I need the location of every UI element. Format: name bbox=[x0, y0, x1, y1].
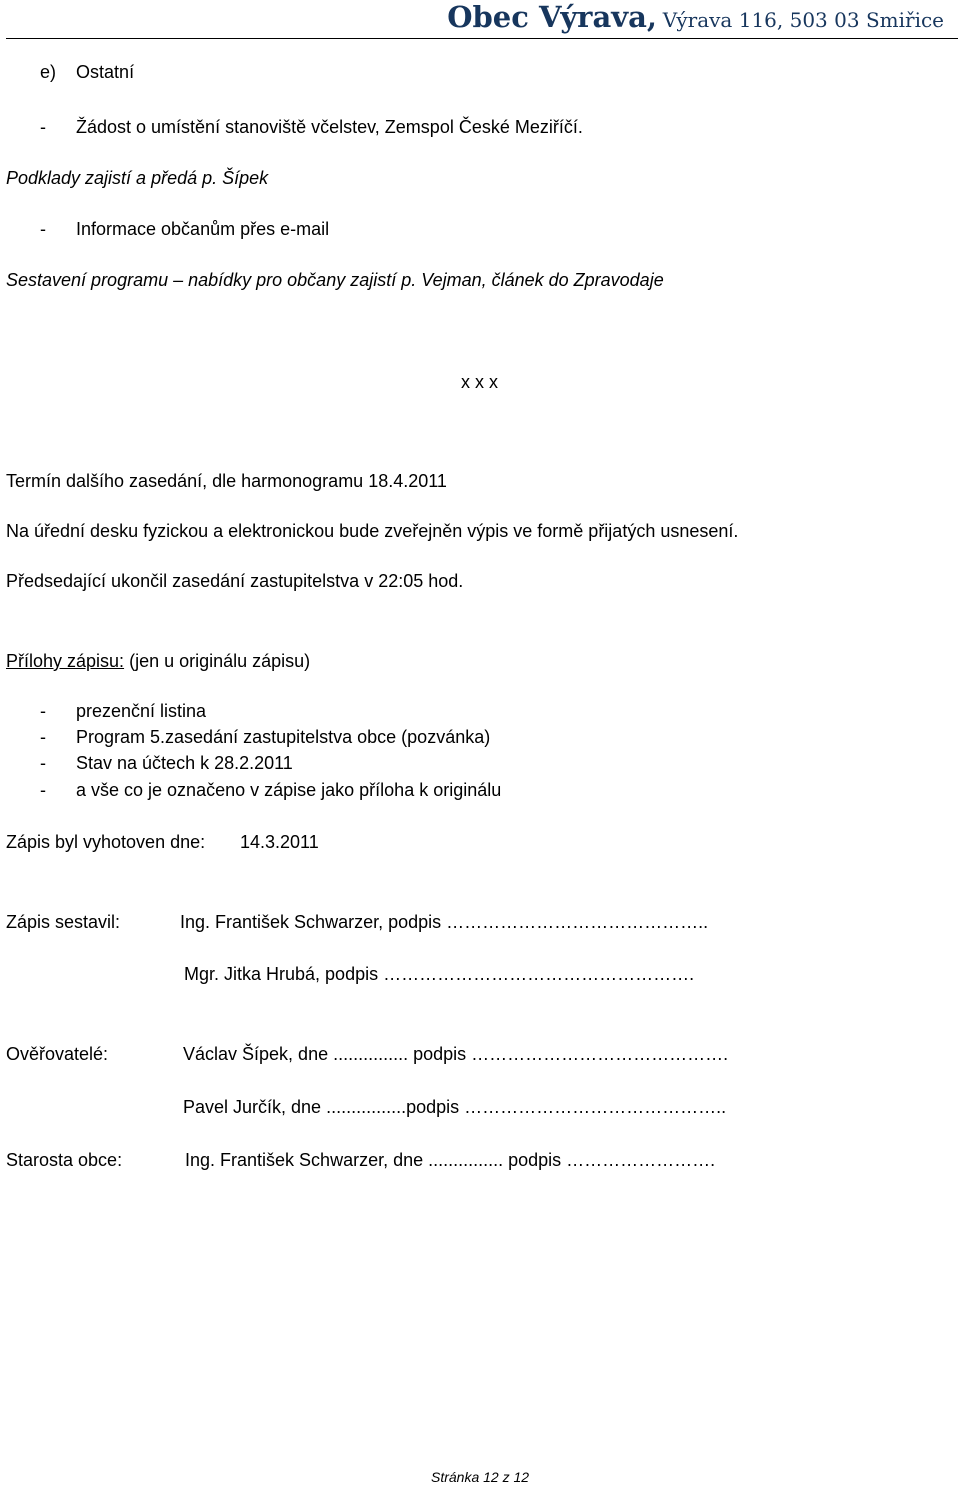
mayor-signature: Ing. František Schwarzer, dne ............... podpis ……………………. bbox=[185, 1150, 716, 1170]
created-date: 14.3.2011 bbox=[240, 832, 319, 852]
section-e-item2: Informace občanům přes e-mail bbox=[76, 219, 330, 239]
section-e-note2: Sestavení programu – nabídky pro občany zajistí p. Vejman, článek do Zpravodaje bbox=[6, 270, 664, 290]
header-address: Výrava 116, 503 03 Smiřice bbox=[662, 8, 944, 32]
section-e-title: Ostatní bbox=[76, 62, 135, 82]
section-e-note1: Podklady zajistí a předá p. Šípek bbox=[6, 168, 269, 188]
page-number: Stránka 12 z 12 bbox=[431, 1469, 530, 1485]
notice-board: Na úřední desku fyzickou a elektronickou bude zveřejněn výpis ve formě přijatých usnesení. bbox=[6, 521, 739, 541]
page-header bbox=[447, 0, 944, 36]
attachments-heading bbox=[6, 651, 310, 672]
created-label: Zápis byl vyhotoven dne: bbox=[6, 832, 206, 852]
section-e-heading bbox=[40, 62, 134, 83]
section-e-item1-dash: - bbox=[40, 117, 46, 137]
attachment-dash: - bbox=[40, 727, 46, 747]
attachment-item: Program 5.zasedání zastupitelstva obce (pozvánka) bbox=[76, 727, 491, 747]
separator: x x x bbox=[461, 372, 499, 392]
next-meeting: Termín dalšího zasedání, dle harmonogramu 18.4.2011 bbox=[6, 471, 447, 491]
section-e-label: e) bbox=[40, 62, 57, 82]
verifier-signature-2: Pavel Jurčík, dne ................podpis …………………………………….. bbox=[183, 1097, 727, 1117]
verifier-signature-1: Václav Šípek, dne ............... podpis ……………………………………. bbox=[183, 1044, 729, 1064]
attachment-item: a vše co je označeno v zápise jako příloha k originálu bbox=[76, 780, 502, 800]
attachment-item: prezenční listina bbox=[76, 701, 207, 721]
mayor-label: Starosta obce: bbox=[6, 1150, 123, 1170]
compiled-label: Zápis sestavil: bbox=[6, 912, 121, 932]
compiled-signature-2: Mgr. Jitka Hrubá, podpis ……………………………………………. bbox=[184, 964, 695, 984]
attachment-item: Stav na účtech k 28.2.2011 bbox=[76, 753, 293, 773]
compiled-signature-1: Ing. František Schwarzer, podpis …………………………………….. bbox=[180, 912, 709, 932]
section-e-item1: Žádost o umístění stanoviště včelstev, Zemspol České Meziříčí. bbox=[76, 117, 583, 137]
attachment-dash: - bbox=[40, 701, 46, 721]
closing-statement: Předsedající ukončil zasedání zastupitelstva v 22:05 hod. bbox=[6, 571, 464, 591]
header-rule bbox=[6, 38, 958, 39]
attachment-dash: - bbox=[40, 753, 46, 773]
attachments-note: (jen u originálu zápisu) bbox=[129, 651, 311, 671]
attachment-dash: - bbox=[40, 780, 46, 800]
section-e-item2-dash: - bbox=[40, 219, 46, 239]
attachments-title: Přílohy zápisu: bbox=[6, 651, 125, 671]
verifiers-label: Ověřovatelé: bbox=[6, 1044, 109, 1064]
header-org: Obec Výrava, bbox=[447, 0, 657, 34]
